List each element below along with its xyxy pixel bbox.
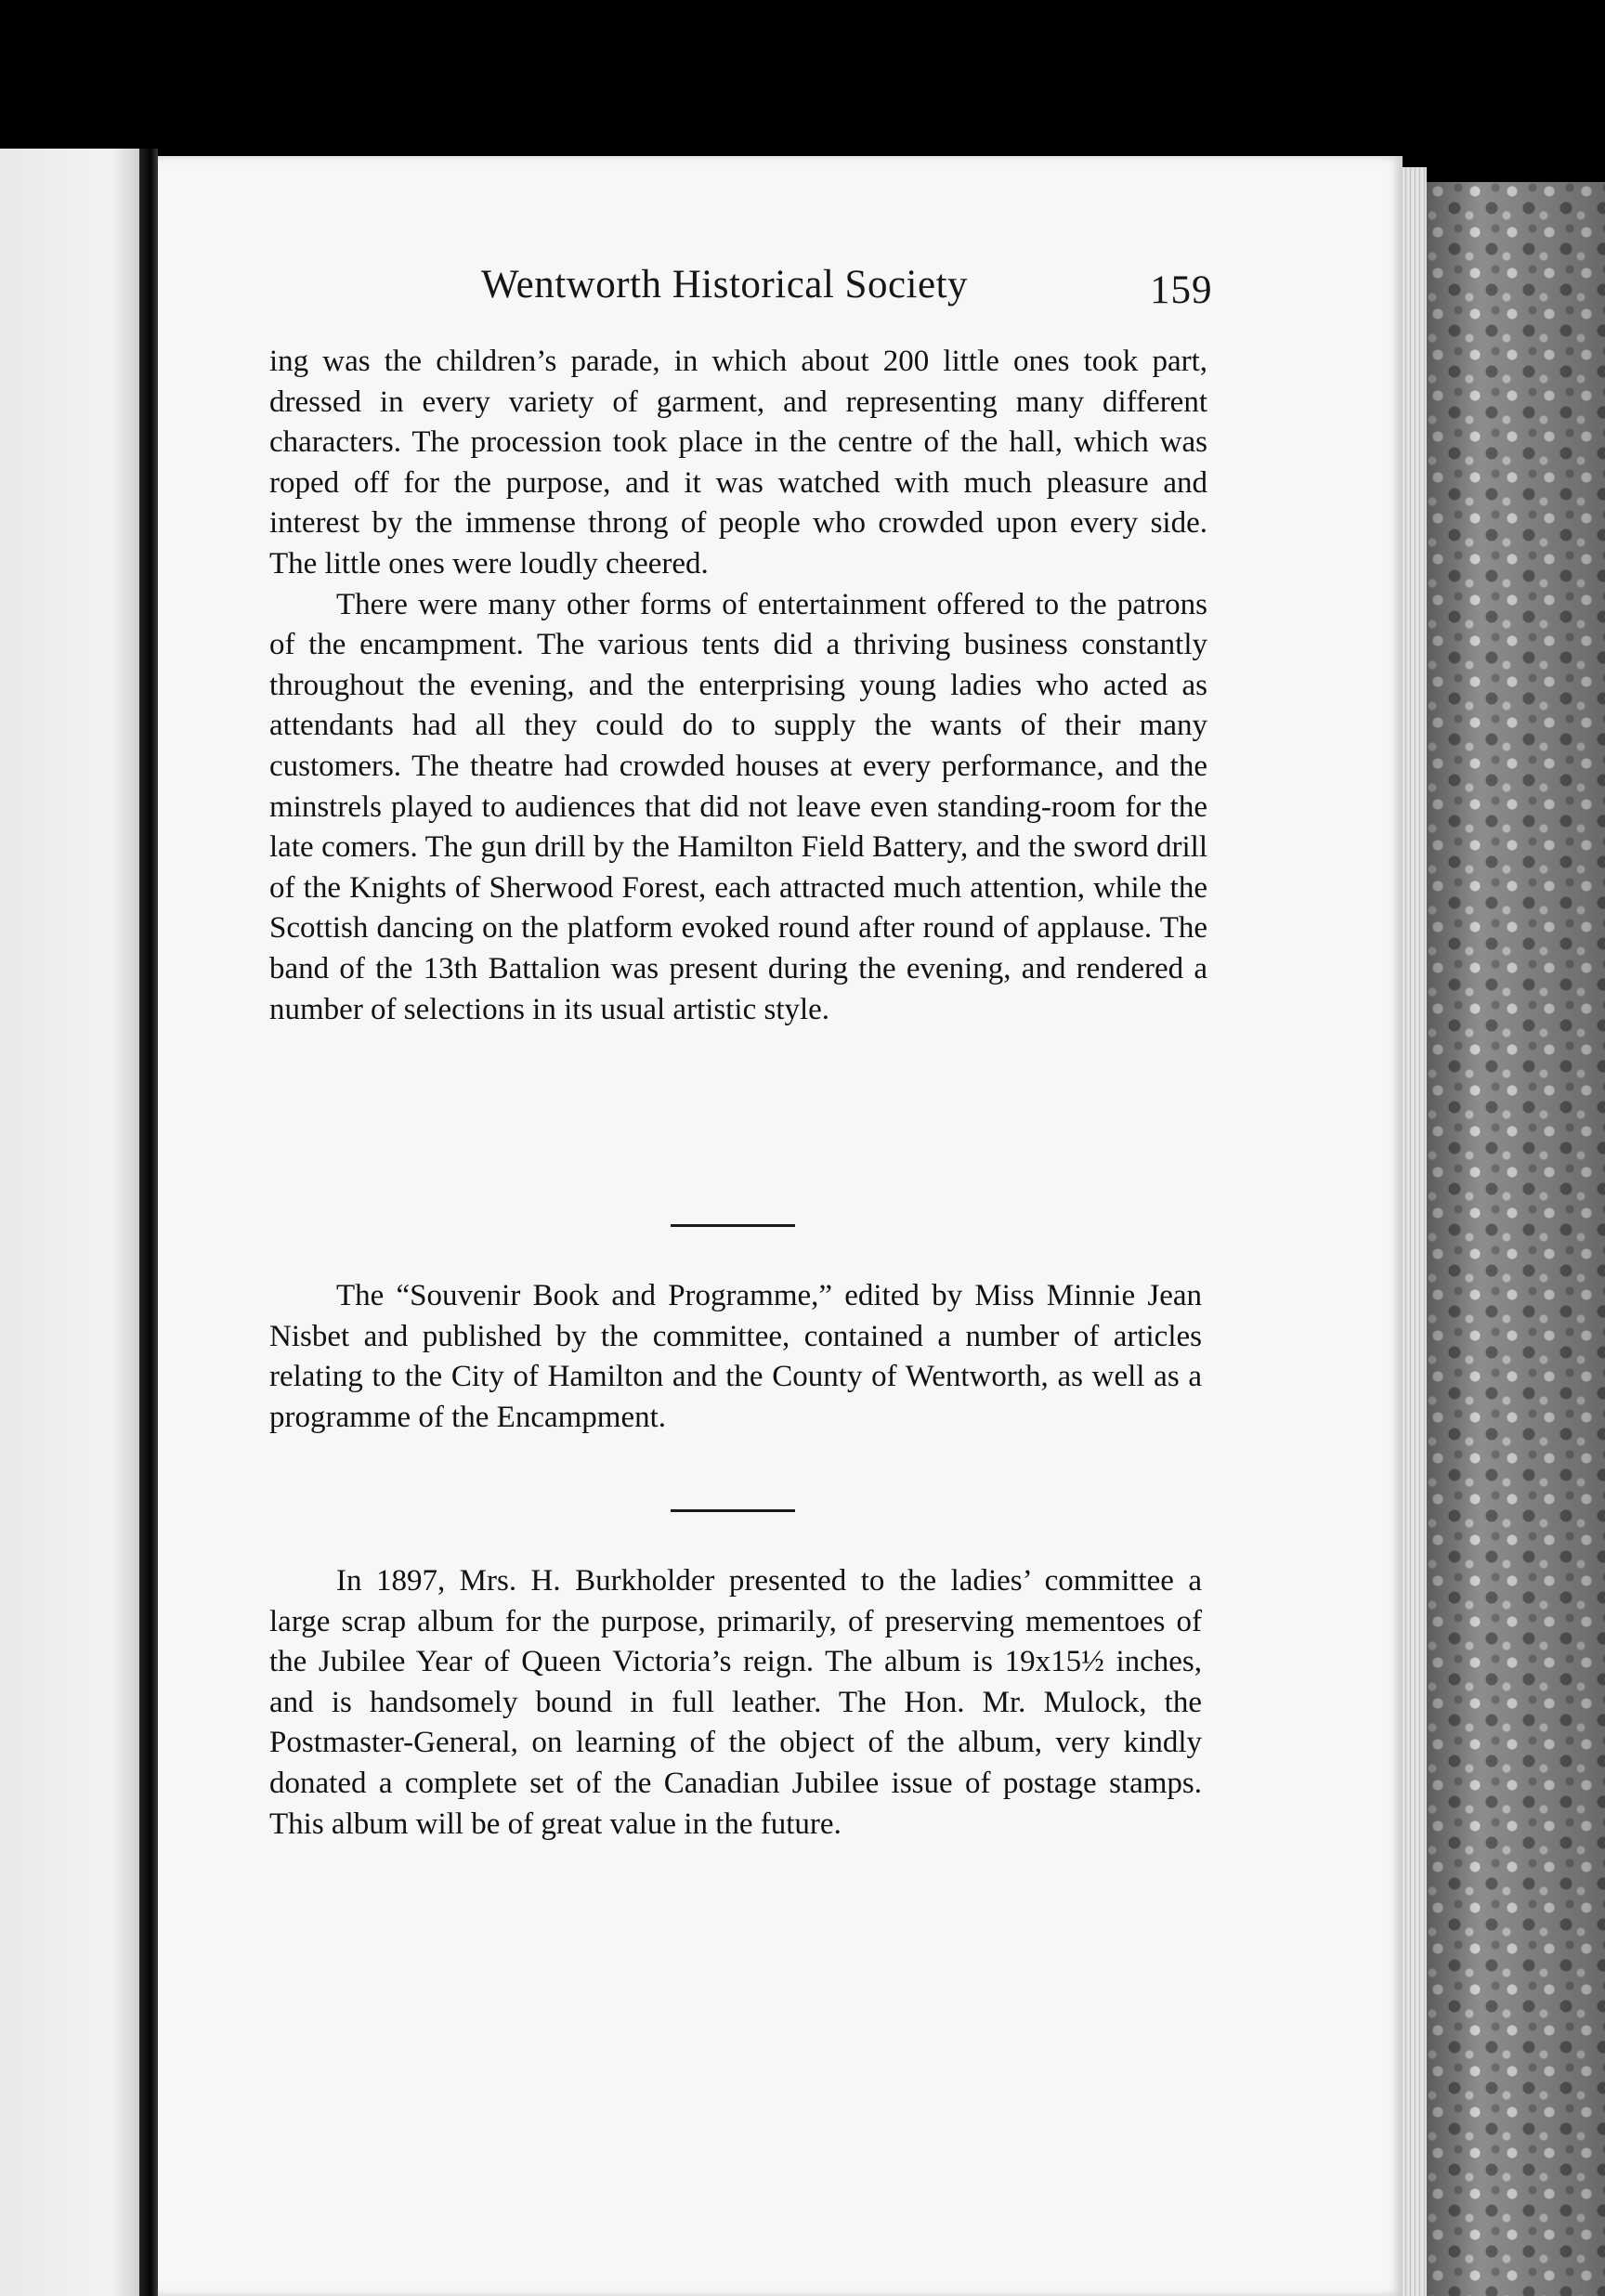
section-divider [671, 1224, 795, 1227]
paragraph-entertainment: There were many other forms of entertainment offered to the patrons of the encampment. The various tents did a thriving business constantly throughout the evening, and the enterprising young ladies who acted as attendants had all they could do to supply the wants of their many customers. The theatre had crowded houses at every performance, and the minstrels played to audiences that did not leave even standing-room for the late comers. The gun drill by the Hamilton Field Battery, and the sword drill of the Knights of Sherwood Forest, each attracted much attention, while the Scottish dancing on the platform evoked round after round of applause. The band of the 13th Battalion was present during the evening, and rendered a number of selections in its usual artistic style. [269, 587, 1207, 1026]
page-number: 159 [1150, 268, 1213, 312]
text-block-album [269, 1561, 1202, 1845]
book-gutter [139, 149, 158, 2296]
facing-page-edge [0, 149, 139, 2296]
text-block-souvenir [269, 1276, 1202, 1438]
paragraph-souvenir-book: The “Souvenir Book and Programme,” edited by Miss Minnie Jean Nisbet and published by the committee, contained a number of articles relating to the City of Hamilton and the County of Wentworth, as well as a programme of the Encampment. [269, 1279, 1202, 1434]
cover-shadow [1427, 182, 1605, 2296]
text-block-encampment [269, 342, 1207, 1030]
paragraph-childrens-parade: ing was the children’s parade, in which about 200 little ones took part, dressed in every variety of garment, and representing many different characters. The procession took place in the centre of the hall, which was roped off for the purpose, and it was watched with much pleasure and interest by the immense throng of people who crowded upon every side. The little ones were loudly cheered. [269, 345, 1207, 581]
paragraph-scrap-album: In 1897, Mrs. H. Burkholder presented to the ladies’ committee a large scrap album for the purpose, primarily, of preserving mementoes of the Jubilee Year of Queen Victoria’s reign. The album is 19x15½ inches, and is handsomely bound in full leather. The Hon. Mr. Mulock, the Postmaster-General, on learning of the object of the album, very kindly donated a complete set of the Canadian Jubilee issue of postage stamps. This album will be of great value in the future. [269, 1564, 1202, 1841]
page-edges [1403, 167, 1427, 2296]
running-title: Wentworth Historical Society [481, 263, 969, 307]
section-divider [671, 1509, 795, 1512]
running-header [158, 262, 1403, 327]
